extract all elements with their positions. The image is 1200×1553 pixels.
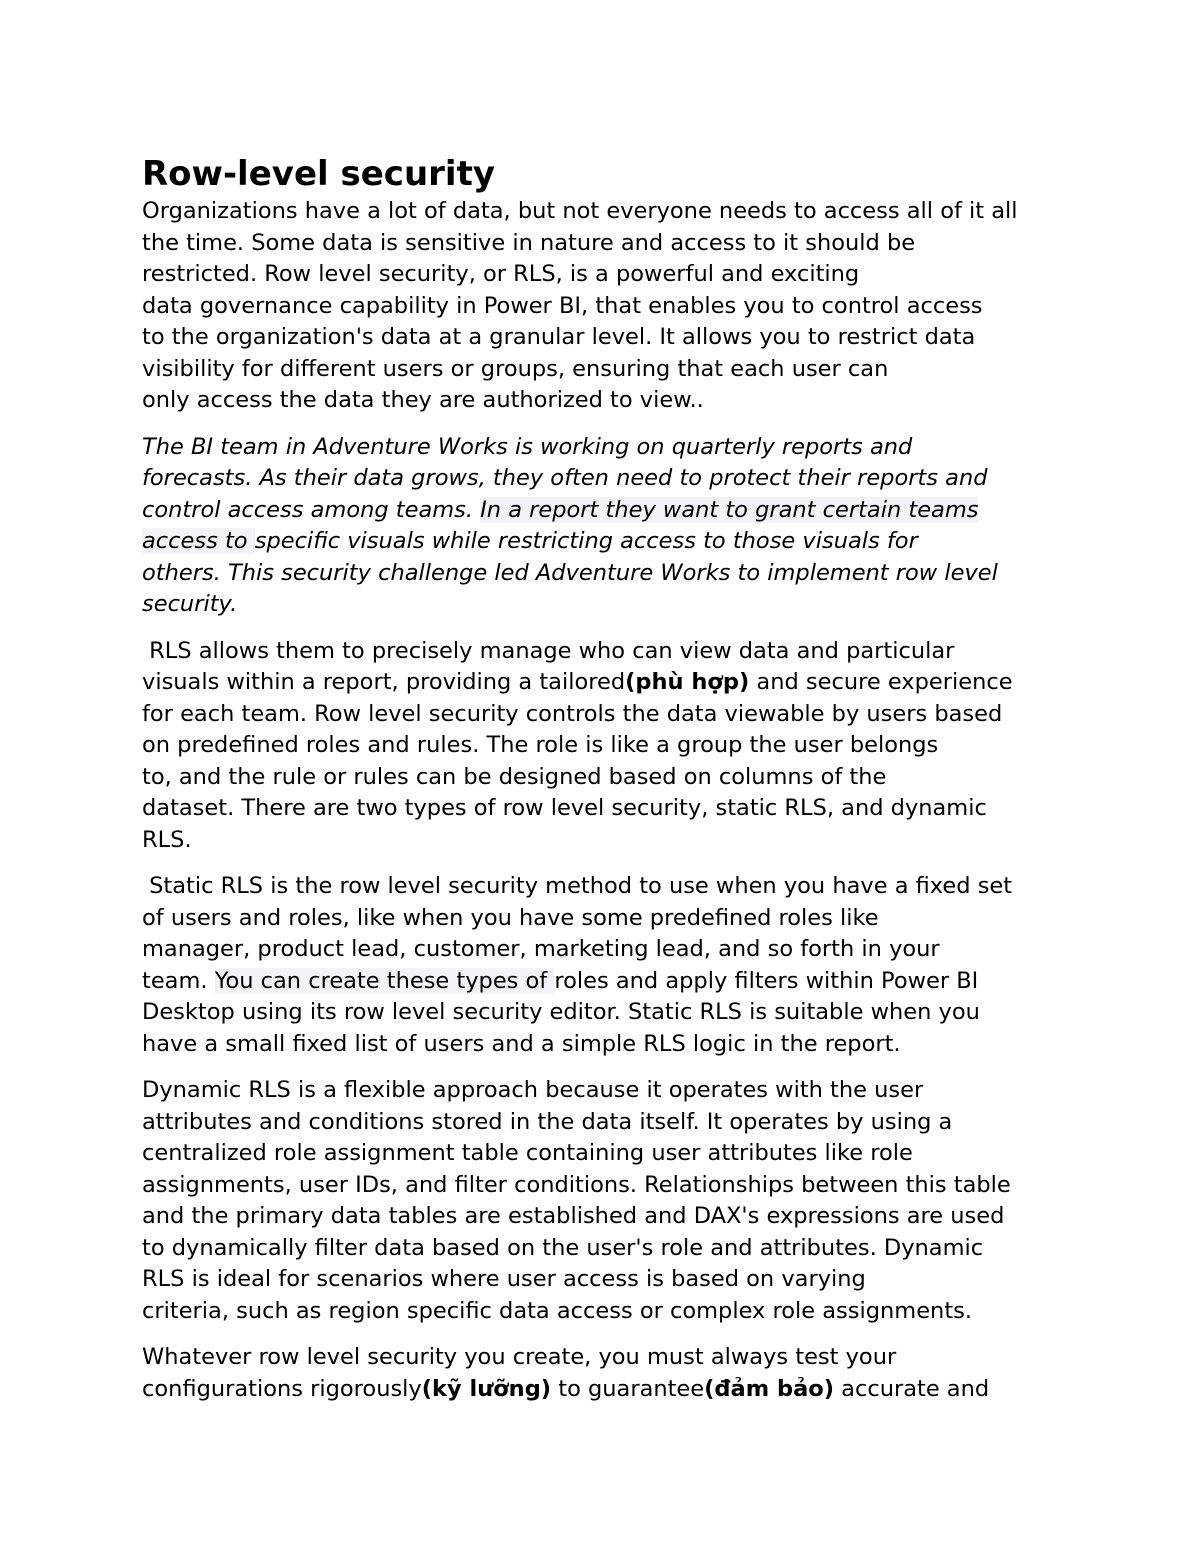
- text-segment: configurations rigorously: [142, 1375, 422, 1402]
- text-line: others. This security challenge led Adventure Works to implement row level: [142, 559, 998, 586]
- text-line: [142, 667, 1062, 699]
- text-line: only access the data they are authorized to view..: [142, 387, 704, 413]
- highlighted-text: access to: [142, 528, 255, 554]
- document-content: [142, 152, 1062, 1420]
- text-line: assignments, user IDs, and filter conditions. Relationships between this table: [142, 1171, 1011, 1198]
- text-line: RLS allows them to precisely manage who can view data and particular: [142, 637, 955, 664]
- text-line: Desktop using its row level security editor. Static RLS is suitable when you: [142, 999, 980, 1025]
- text-line: [142, 495, 1062, 527]
- text-line: to dynamically filter data based on the user's role and attributes. Dynamic: [142, 1234, 984, 1261]
- text-line: Organizations have a lot of data, but not everyone needs to access all of it all: [142, 198, 1018, 224]
- text-line: of users and roles, like when you have some predefined roles like: [142, 904, 879, 931]
- text-segment: and secure experience: [749, 669, 1013, 695]
- paragraph-rls-intro: [142, 196, 1062, 417]
- text-line: to the organization's data at a granular level. It allows you to restrict data: [142, 324, 976, 350]
- document-title: Row-level security: [142, 154, 495, 194]
- paragraph-adventure-works-scenario: [142, 432, 1062, 621]
- text-segment: roles and apply filters within Power BI: [554, 967, 979, 994]
- highlighted-text: You can create these types of: [214, 967, 555, 994]
- text-line: have a small fixed list of users and a simple RLS logic in the report.: [142, 1030, 901, 1057]
- paragraph-rls-overview: [142, 636, 1062, 857]
- text-line: [142, 966, 1062, 998]
- text-line: for each team. Row level security controls the data viewable by users based: [142, 700, 1003, 727]
- text-line: centralized role assignment table containing user attributes like role: [142, 1140, 913, 1166]
- text-line: Dynamic RLS is a flexible approach because it operates with the user: [142, 1077, 924, 1103]
- text-line: the time. Some data is sensitive in nature and access to it should be: [142, 229, 916, 256]
- text-line: Whatever row level security you create, you must always test your: [142, 1344, 897, 1370]
- text-line: attributes and conditions stored in the data itself. It operates by using a: [142, 1108, 953, 1135]
- text-line: [142, 1374, 1062, 1406]
- text-segment: control access among teams.: [142, 496, 481, 523]
- text-segment: visuals within a report, providing a tailored: [142, 669, 626, 695]
- text-line: forecasts. As their data grows, they often need to protect their reports and: [142, 465, 988, 491]
- text-line: [142, 526, 1062, 558]
- text-line: and the primary data tables are established and DAX's expressions are used: [142, 1203, 1005, 1229]
- text-segment: accurate and: [834, 1375, 990, 1402]
- text-line: visibility for different users or groups, ensuring that each user can: [142, 355, 889, 382]
- text-segment: specific visuals while restricting access to those visuals for: [254, 528, 918, 554]
- text-line: criteria, such as region specific data access or complex role assignments.: [142, 1297, 973, 1324]
- paragraph-static-rls: [142, 871, 1062, 1060]
- text-line: to, and the rule or rules can be designed based on columns of the: [142, 763, 887, 790]
- paragraph-testing: [142, 1342, 1062, 1405]
- text-line: data governance capability in Power BI, that enables you to control access: [142, 292, 983, 319]
- highlighted-text: In a report they want to grant certain teams: [480, 496, 979, 523]
- text-line: dataset. There are two types of row level security, static RLS, and dynamic: [142, 795, 987, 821]
- text-line: on predefined roles and rules. The role is like a group the user belongs: [142, 732, 939, 758]
- text-line: The BI team in Adventure Works is working on quarterly reports and: [142, 433, 913, 460]
- text-line: manager, product lead, customer, marketing lead, and so forth in your: [142, 936, 940, 962]
- bold-annotation: (phù hợp): [625, 669, 750, 695]
- text-line: restricted. Row level security, or RLS, is a powerful and exciting: [142, 261, 860, 287]
- text-line: security.: [142, 591, 238, 617]
- text-segment: team.: [142, 967, 215, 994]
- text-line: RLS is ideal for scenarios where user access is based on varying: [142, 1266, 866, 1292]
- text-line: Static RLS is the row level security method to use when you have a fixed set: [142, 873, 1013, 899]
- text-line: RLS.: [142, 826, 192, 853]
- text-segment: to guarantee: [551, 1375, 705, 1402]
- bold-annotation: (kỹ lưỡng): [421, 1375, 552, 1402]
- bold-annotation: (đảm bảo): [704, 1375, 835, 1402]
- paragraph-dynamic-rls: [142, 1075, 1062, 1327]
